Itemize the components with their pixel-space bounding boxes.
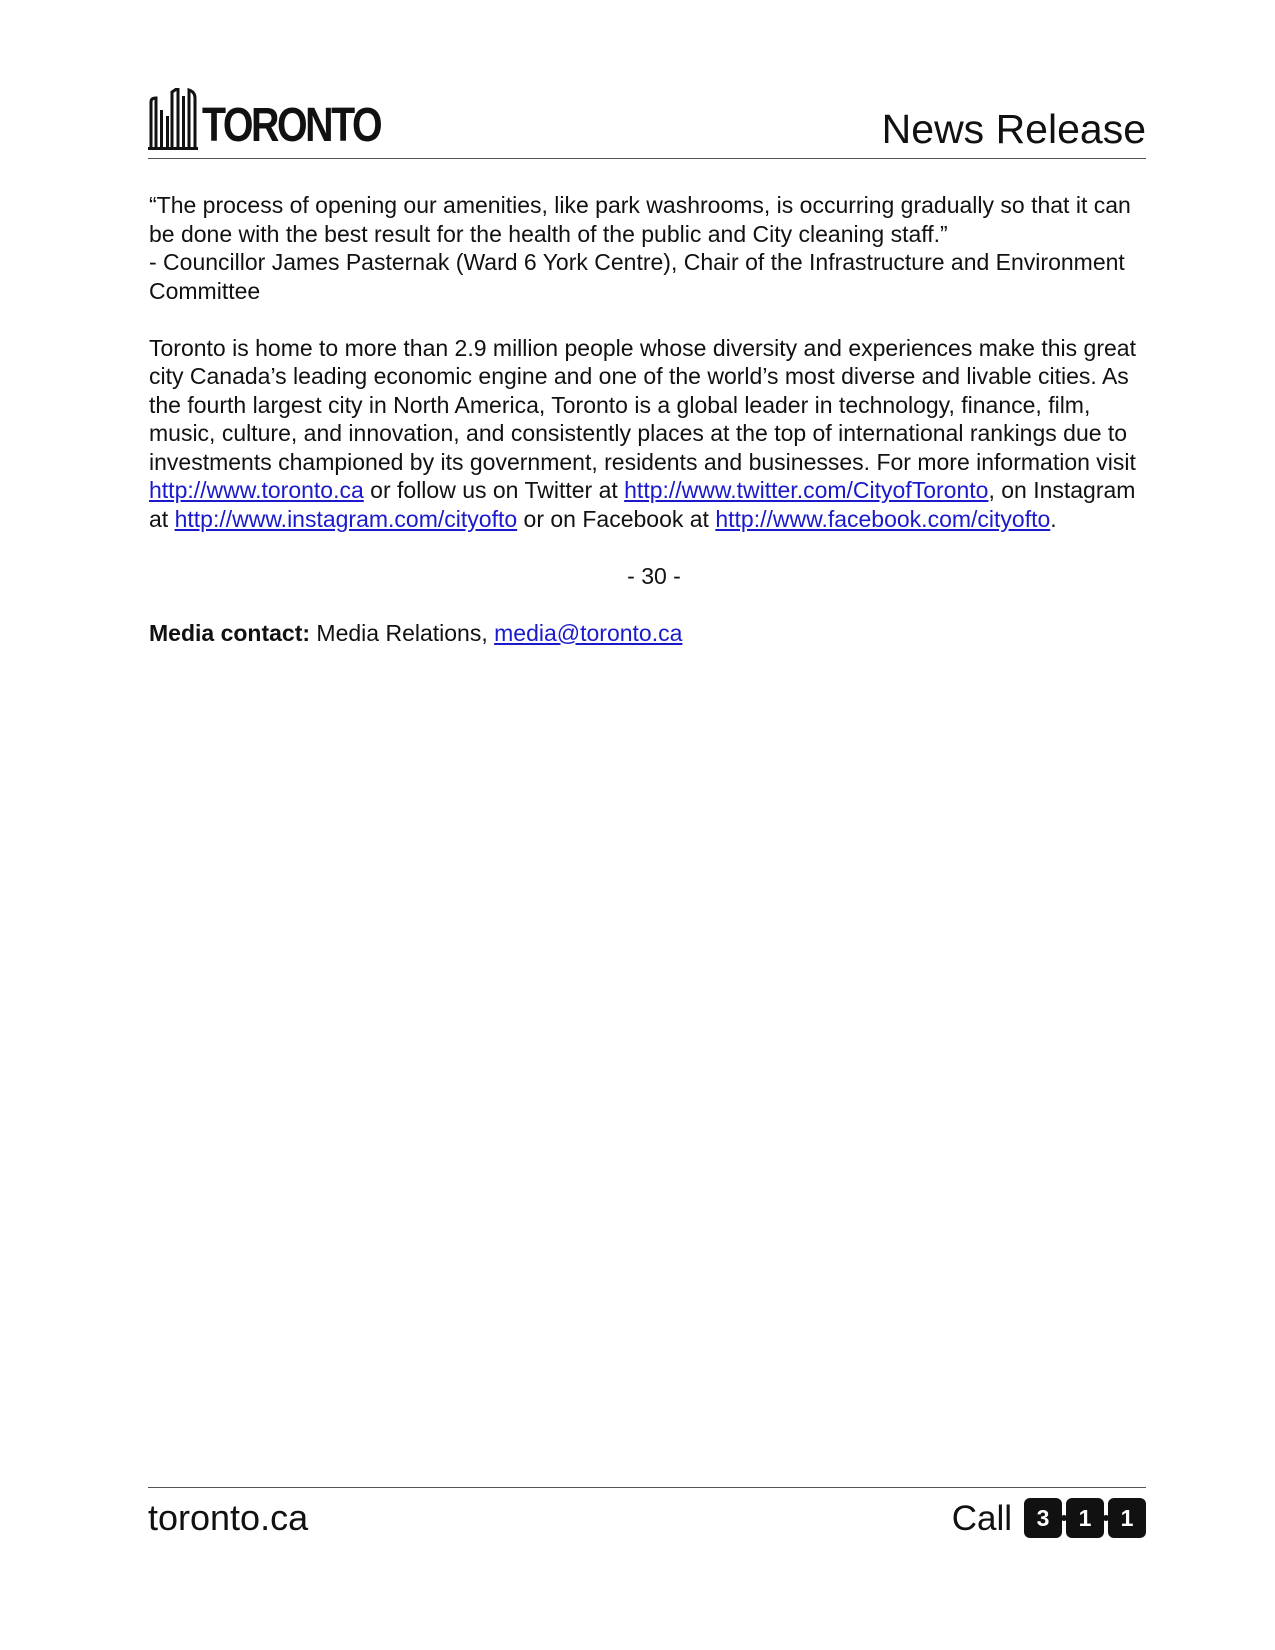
call-label: Call — [951, 1498, 1012, 1538]
call-digits — [1024, 1498, 1146, 1538]
about-text-1: Toronto is home to more than 2.9 million people whose diversity and experiences make this great city Canada’s leading economic engine and one of the world’s most diverse and livable cities. As the fourth largest city in North America, Toronto is a global leader in technology, finance, film, music, culture, and innovation, and consistently places at the top of international rankings due to investments championed by its government, residents and businesses. For more information visit — [149, 334, 1136, 475]
end-mark: - 30 - — [627, 562, 681, 589]
media-contact — [149, 619, 1159, 648]
release-body — [149, 191, 1159, 647]
about-text-4: or on Facebook at — [517, 505, 716, 532]
quote-attribution: - Councillor James Pasternak (Ward 6 York Centre), Chair of the Infrastructure and Environment Committee — [149, 249, 1125, 304]
call-311-badge — [952, 1498, 1146, 1538]
call-digit: 1 — [1066, 1498, 1104, 1538]
about-text-3: , on Instagram at — [149, 477, 1136, 532]
media-contact-text: Media Relations, — [310, 619, 495, 646]
about-toronto-paragraph — [149, 334, 1159, 534]
toronto-logo — [148, 84, 419, 150]
twitter-link[interactable]: http://www.twitter.com/CityofToronto — [624, 477, 989, 503]
city-hall-icon — [148, 88, 198, 150]
page-footer — [148, 1487, 1146, 1558]
toronto-site-link[interactable]: http://www.toronto.ca — [149, 477, 364, 503]
media-email-link[interactable]: media@toronto.ca — [494, 619, 683, 646]
about-text-5: . — [1050, 505, 1057, 532]
call-digit: 3 — [1024, 1498, 1062, 1538]
page-header — [148, 80, 1146, 159]
quote-text: “The process of opening our amenities, like park washrooms, is occurring gradually so that it can be done with the best result for the health of the public and City cleaning staff.” — [149, 192, 1131, 247]
facebook-link[interactable]: http://www.facebook.com/cityofto — [715, 505, 1051, 532]
logo-wordmark: TORONTO — [202, 99, 381, 152]
media-contact-label: Media contact: — [149, 619, 311, 646]
call-digit: 1 — [1108, 1498, 1146, 1538]
about-text-2: or follow us on Twitter at — [363, 477, 625, 503]
document-type-title: News Release — [881, 106, 1146, 152]
quote-paragraph — [149, 191, 1159, 305]
instagram-link[interactable]: http://www.instagram.com/cityofto — [174, 505, 518, 532]
footer-site: toronto.ca — [148, 1497, 309, 1538]
